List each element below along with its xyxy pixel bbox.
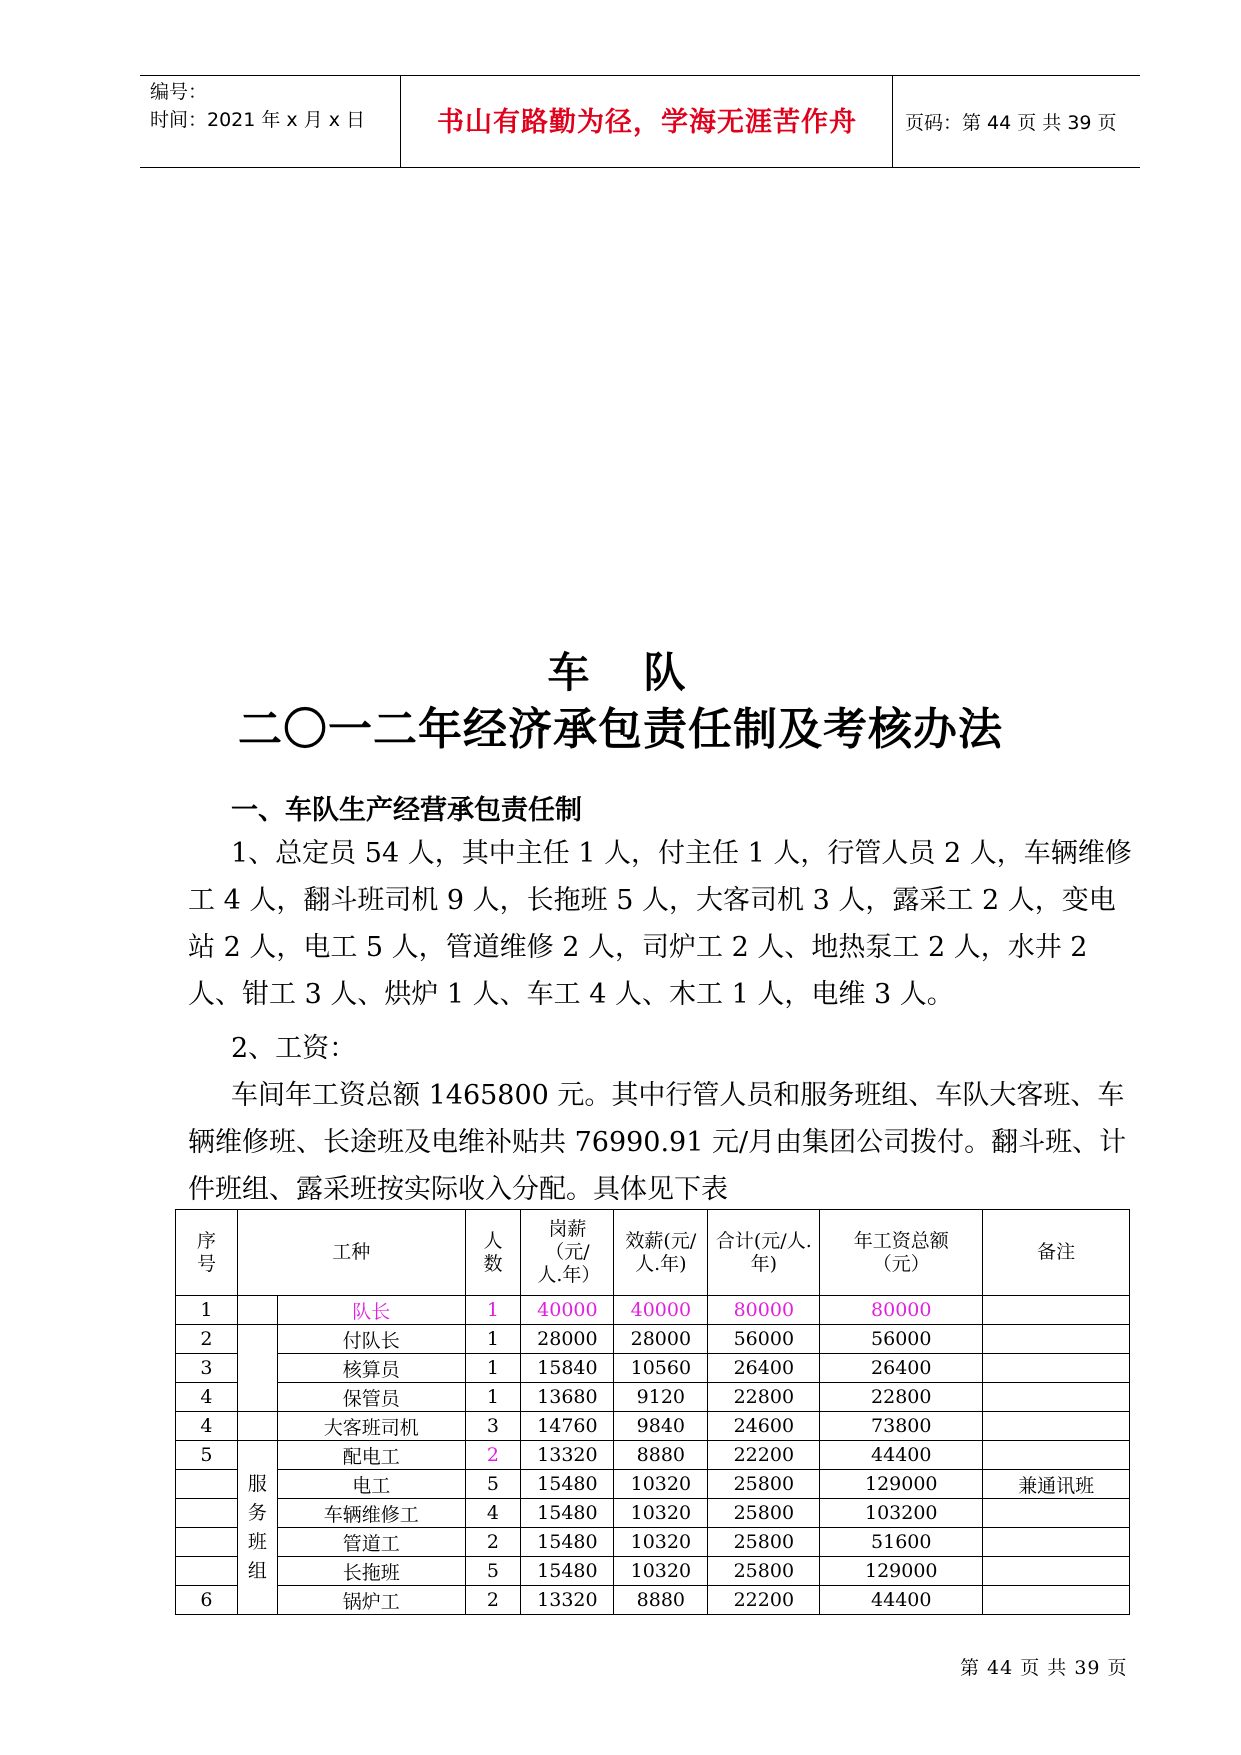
number-label: 编号： [150,81,208,103]
table-row: 5 服务班组 配电工 2 13320 8880 22200 44400 [176,1441,1130,1470]
table-row: 4 大客班司机 3 14760 9840 24600 73800 [176,1412,1130,1441]
paragraph-text: 1、总定员 54 人，其中主任 1 人，付主任 1 人，行管人员 2 人，车辆维修工 4 人，翻斗班司机 9 人，长拖班 5 人，大客司机 3 人，露采工 2 人，变电站 2 人，电工 5 人，管道维修 2 人，司炉工 2 人、地热泵工 2 人，水井 2 人、钳工 3 人、烘炉 1 人、车工 4 人、木工 1 人，电维 3 人。 [188,838,1132,1010]
paragraph-wage-total [188,1072,1138,1213]
paragraph-staff [188,830,1138,1018]
date-label: 时间：2021 年 x 月 x 日 [150,109,366,131]
page-footer: 第 44 页 共 39 页 [960,1657,1128,1679]
paragraph-wage-label [188,1025,1138,1072]
header-annual: 年工资总额（元） [820,1210,983,1296]
paragraph-text: 2、工资： [231,1033,357,1064]
title-line-1 [0,640,1241,700]
title-char: 队 [643,648,694,697]
header-motto: 书山有路勤为径，学海无涯苦作舟 [437,107,857,138]
table-row: 4 保管员 1 13680 9120 22800 22800 [176,1383,1130,1412]
table-row: 3 核算员 1 15840 10560 26400 26400 [176,1354,1130,1383]
header-divider [400,75,401,167]
header-meta [150,78,365,134]
title-char: 车 [547,648,598,697]
header-count: 人数 [465,1210,521,1296]
header-total: 合计(元/人.年) [708,1210,820,1296]
header-type: 工种 [237,1210,465,1296]
wage-table [175,1209,1130,1615]
paragraph-text: 车间年工资总额 1465800 元。其中行管人员和服务班组、车队大客班、车辆维修班、长途班及电维补贴共 76990.91 元/月由集团公司拨付。翻斗班、计件班组、露采班按实际收入分配。具体见下表 [188,1080,1127,1205]
header-post-salary: 岗薪（元/人.年） [521,1210,614,1296]
header-top-rule [140,75,1140,76]
title-line-2: 二〇一二年经济承包责任制及考核办法 [238,704,1003,755]
header-eff-salary: 效薪(元/人.年) [614,1210,708,1296]
table-row: 2 付队长 1 28000 28000 56000 56000 [176,1325,1130,1354]
header-note: 备注 [983,1210,1130,1296]
table-row: 车辆维修工 4 15480 10320 25800 103200 [176,1499,1130,1528]
group-label-service: 服务班组 [237,1441,277,1615]
table-row: 管道工 2 15480 10320 25800 51600 [176,1528,1130,1557]
table-row: 电工 5 15480 10320 25800 129000 兼通讯班 [176,1470,1130,1499]
header-divider [892,75,893,167]
header-seq: 序号 [176,1210,238,1296]
header-bottom-rule [140,167,1140,168]
table-row: 6 锅炉工 2 13320 8880 22200 44400 [176,1586,1130,1615]
table-row: 长拖班 5 15480 10320 25800 129000 [176,1557,1130,1586]
section-heading: 一、车队生产经营承包责任制 [231,795,582,826]
table-header-row [176,1210,1130,1296]
header-page-info: 页码：第 44 页 共 39 页 [905,112,1117,134]
table-row: 1 队长 1 40000 40000 80000 80000 [176,1296,1130,1325]
